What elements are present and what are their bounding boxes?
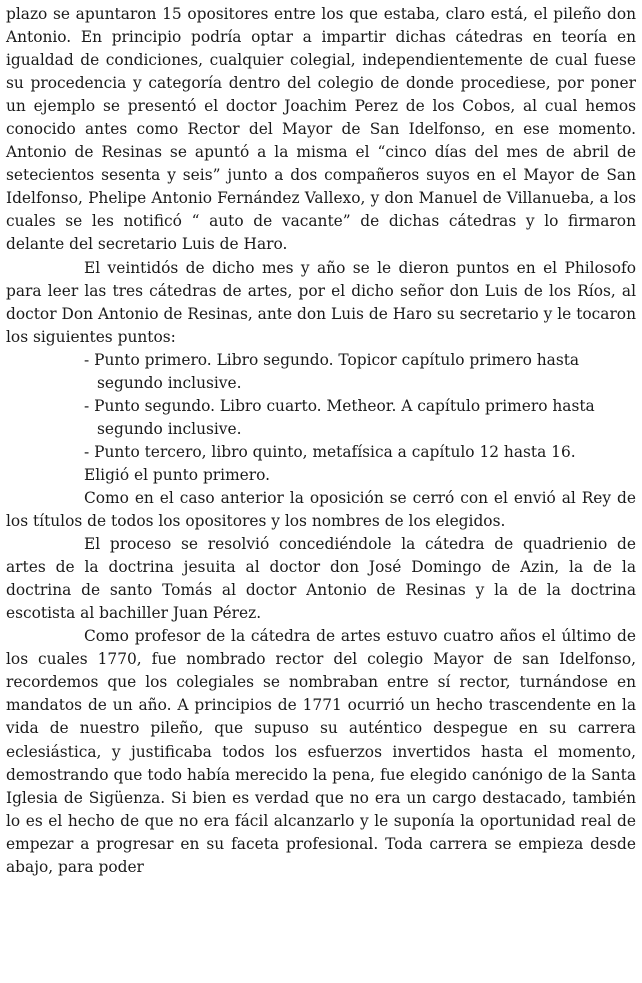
list-item-punto-segundo: - Punto segundo. Libro cuarto. Metheor. A capítulo primero hasta segundo inclusive. [84,396,595,438]
list-item-punto-tercero: - Punto tercero, libro quinto, metafísica a capítulo 12 hasta 16. [84,442,576,461]
paragraph-eligio: Eligió el punto primero. [84,465,271,484]
list-item-punto-primero: - Punto primero. Libro segundo. Topicor capítulo primero hasta segundo inclusive. [84,350,580,392]
paragraph-opositores: plazo se apuntaron 15 opositores entre los que estaba, claro está, el pileño don Antonio. En principio podría optar a impartir dichas cátedras en teoría en igualdad de condiciones, cualquier colegial, independientemente de cual fuese su procedencia y categoría dentro del colegio de donde procediese, por poner un ejemplo se presentó el doctor Joachim Perez de los Cobos, al cual hemos conocido antes como Rector del Mayor de San Idelfonso, en ese momento. Antonio de Resinas se apuntó a la misma el “cinco días del mes de abril de setecientos sesenta y seis” junto a dos compañeros suyos en el Mayor de San Idelfonso, Phelipe Antonio Fernández Vallexo, y don Manuel de Villanuebа, a los cuales se les notificó “ auto de vacante” de dichas cátedras y lo firmaron delante del secretario Luis de Haro. [6,5,636,254]
paragraph-profesor-rector: Como profesor de la cátedra de artes estuvo cuatro años el último de los cuales 1770, fue nombrado rector del colegio Mayor de san Idelfonso, recordemos que los colegiales se nombraban entre sí rector, turnándose en mandatos de un año. A principios de 1771 ocurrió un hecho trascendente en la vida de nuestro pileño, que supuso su auténtico despegue en su carrera eclesiástica, y justificaba todos los esfuerzos invertidos hasta el momento, demostrando que todo había merecido la pena, fue elegido canónigo de la Santa Iglesia de Sigüenza. Si bien es verdad que no era un cargo destacado, también lo es el hecho de que no era fácil alcanzarlo y le suponía la oportunidad real de empezar a progresar en su faceta profesional. Toda carrera se empieza desde abajo, para poder [6,627,636,876]
points-list [6,349,636,464]
paragraph-oposicion-cerrada: Como en el caso anterior la oposición se cerró con el envió al Rey de los títulos de todos los opositores y los nombres de los elegidos. [6,488,636,531]
paragraph-proceso-resuelto: El proceso se resolvió concediéndole la cátedra de quadrienio de artes de la doctrina jesuita al doctor don José Domingo de Azin, la de la doctrina de santo Tomás al doctor Antonio de Resinas y la de la doctrina escotista al bachiller Juan Pérez. [6,535,636,623]
paragraph-puntos-intro: El veintidós de dicho mes y año se le dieron puntos en el Philosofo para leer las tres cátedras de artes, por el dicho señor don Luis de los Ríos, al doctor Don Antonio de Resinas, ante don Luis de Haro su secretario y le tocaron los siguientes puntos: [6,258,636,346]
